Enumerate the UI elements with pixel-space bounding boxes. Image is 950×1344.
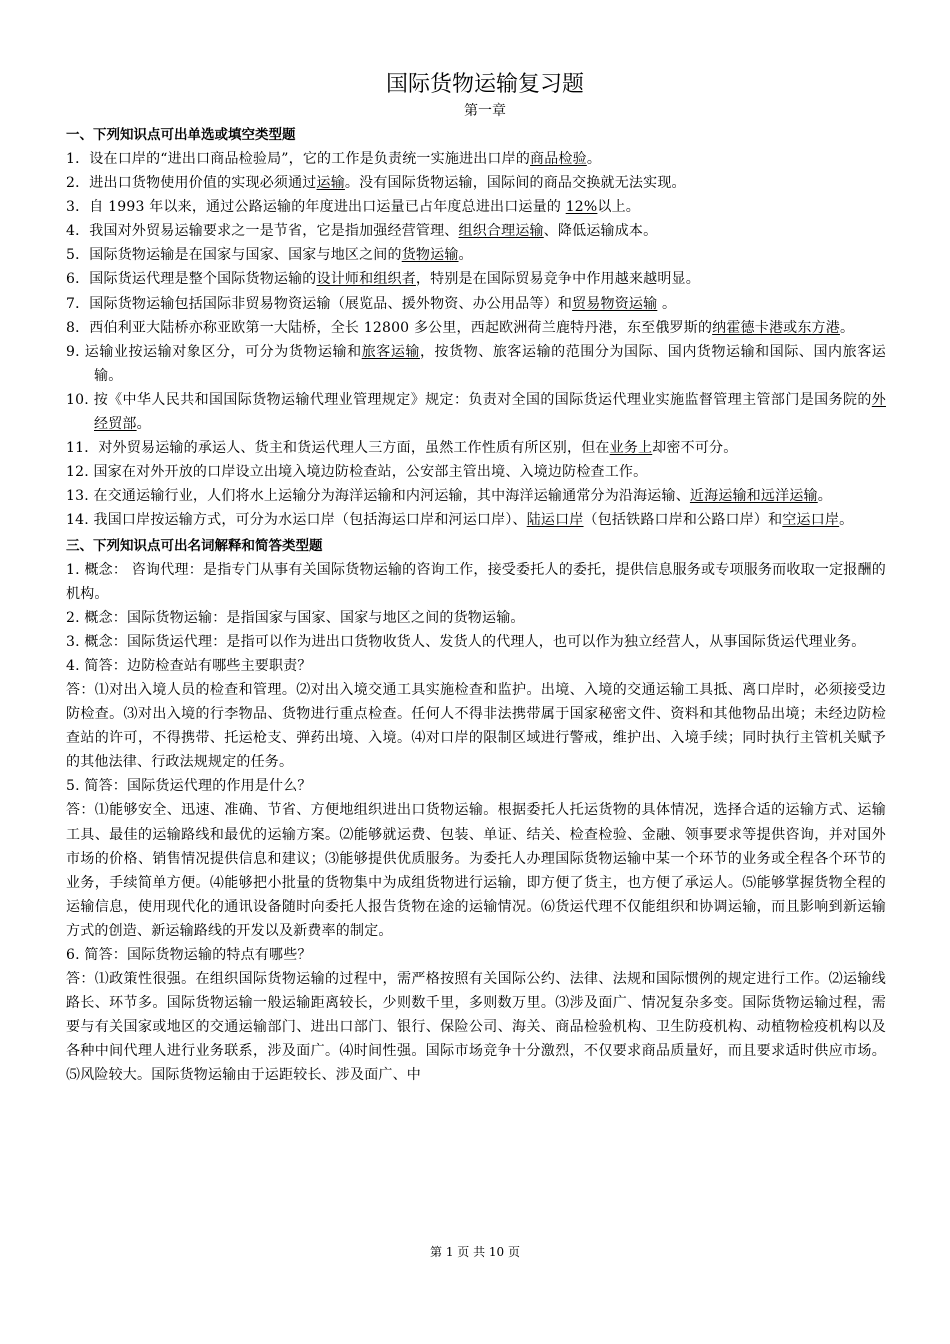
item-text: 5．国际货物运输是在国家与国家、国家与地区之间的 bbox=[66, 247, 402, 264]
item-text: （包括铁路口岸和公路口岸）和 bbox=[583, 512, 783, 529]
document-title: 国际货物运输复习题 bbox=[385, 72, 584, 97]
answer-text: 贸易物资运输 bbox=[572, 295, 658, 312]
answer-text: 纳霍德卡港或东方港 bbox=[712, 319, 840, 336]
list-item bbox=[66, 460, 886, 484]
document-page bbox=[66, 70, 886, 1088]
section3-body bbox=[66, 558, 886, 1088]
paragraph: 5. 简答：国际货运代理的作用是什么？ bbox=[66, 778, 312, 795]
list-item bbox=[66, 484, 886, 508]
list-item bbox=[66, 292, 886, 316]
answer-text: 近海运输和远洋运输 bbox=[689, 488, 818, 505]
answer-text: 商品检验 bbox=[530, 151, 587, 167]
paragraph: 答：⑴政策性很强。在组织国际货物运输的过程中，需严格按照有关国际公约、法律、法规和国际惯例的规定进行工作。⑵运输线路长、环节多。国际货物运输一般运输距离较长，少则数千里，多则数万里。⑶涉及面广、情况复杂多变。国际货物运输过程，需要与有关国家或地区的交通运输部门、进出口部门、银行、保险公司、海关、商品检验机构、卫生防疫机构、动植物检疫机构以及各种中间代理人进行业务联系，涉及面广。⑷时间性强。国际市场竞争十分激烈，不仅要求商品质量好，而且要求适时供应市场。⑸风险较大。国际货物运输由于运距较长、涉及面广、中 bbox=[66, 971, 886, 1084]
item-text: 。 bbox=[839, 512, 854, 529]
list-item bbox=[66, 508, 886, 532]
list-item bbox=[66, 243, 886, 267]
list-item bbox=[66, 340, 886, 388]
answer-text: 业务上 bbox=[609, 440, 653, 457]
section1-list bbox=[66, 147, 886, 533]
list-item bbox=[66, 147, 886, 171]
item-text: 9. 运输业按运输对象区分，可分为货物运输和 bbox=[66, 343, 362, 360]
item-text: 7．国际货物运输包括国际非贸易物资运输（展览品、援外物资、办公用品等）和 bbox=[66, 295, 573, 312]
paragraph: 3. 概念：国际货运代理：是指可以作为进出口货物收货人、发货人的代理人，也可以作为独立经营人，从事国际货运代理业务。 bbox=[66, 633, 866, 650]
answer-text: 货物运输 bbox=[401, 247, 459, 264]
answer-text: 运输 bbox=[316, 175, 345, 192]
list-item bbox=[66, 195, 886, 219]
item-text: 12. 国家在对外开放的口岸设立出境入境边防检查站，公安部主管出境、入境边防检查工作。 bbox=[66, 464, 648, 481]
list-item bbox=[66, 219, 886, 243]
item-text: 以上。 bbox=[597, 199, 641, 216]
item-text: 13. 在交通运输行业，人们将水上运输分为海洋运输和内河运输，其中海洋运输通常分为沿海运输、 bbox=[66, 488, 690, 505]
section-heading-1: 一、下列知识点可出单选或填空类型题 bbox=[66, 127, 296, 143]
answer-text: 旅客运输 bbox=[361, 343, 420, 360]
item-text: 10. 按《中华人民共和国国际货物运输代理业管理规定》规定：负责对全国的国际货运代理业实施监督管理主管部门是国务院的 bbox=[66, 391, 872, 408]
item-text: 。 bbox=[657, 295, 677, 312]
item-text: 。 bbox=[136, 416, 151, 433]
list-item bbox=[66, 388, 886, 436]
answer-text: 外经贸部 bbox=[94, 391, 886, 433]
item-text: 3．自 1993 年以来，通过公路运输的年度进出口运量已占年度总进出口运量的 bbox=[66, 199, 566, 216]
paragraph: 2. 概念：国际货物运输：是指国家与国家、国家与地区之间的货物运输。 bbox=[66, 609, 525, 626]
paragraph: 答：⑴对出入境人员的检查和管理。⑵对出入境交通工具实施检查和监护。出境、入境的交通运输工具抵、离口岸时，必须接受边防检查。⑶对出入境的行李物品、货物进行重点检查。任何人不得非法携带属于国家秘密文件、资料和其他物品出境；未经边防检查站的许可，不得携带、托运枪支、弹药出境、入境。⑷对口岸的限制区域进行警戒，维护出、入境手续；同时执行主管机关赋予的其他法律、行政法规规定的任务。 bbox=[66, 681, 886, 771]
item-text: 6．国际货运代理是整个国际货物运输的 bbox=[66, 271, 317, 288]
paragraph: 6. 简答：国际货物运输的特点有哪些？ bbox=[66, 947, 312, 963]
item-text: 8．西伯利亚大陆桥亦称亚欧第一大陆桥，全长 12800 多公里，西起欧洲荷兰鹿特丹港，东至俄罗斯的 bbox=[66, 319, 713, 336]
paragraph: 4. 简答：边防检查站有哪些主要职责？ bbox=[66, 657, 312, 674]
paragraph: 1. 概念： 咨询代理：是指专门从事有关国际货物运输的咨询工作，接受委托人的委托，提供信息服务或专项服务而收取一定报酬的机构。 bbox=[66, 561, 886, 602]
item-text: 14. 我国口岸按运输方式，可分为水运口岸（包括海运口岸和河运口岸）、 bbox=[66, 512, 527, 529]
item-text: 、降低运输成本。 bbox=[543, 223, 658, 240]
answer-text: 设计师和组织者 bbox=[316, 271, 416, 288]
item-text: ，特别是在国际贸易竞争中作用越来越明显。 bbox=[415, 271, 700, 288]
list-item bbox=[66, 267, 886, 291]
list-item bbox=[66, 316, 886, 340]
item-text: 。 bbox=[839, 319, 855, 336]
item-text: ，按货物、旅客运输的范围分为国际、国内货物运输和国际、国内旅客运输。 bbox=[94, 343, 886, 384]
item-text: 。 bbox=[458, 247, 473, 264]
item-text: 4．我国对外贸易运输要求之一是节省，它是指加强经营管理、 bbox=[66, 223, 459, 240]
item-text: 却密不可分。 bbox=[652, 440, 738, 457]
answer-text: 12% bbox=[565, 199, 598, 216]
answer-text: 空运口岸 bbox=[782, 512, 840, 529]
answer-text: 组织合理运输 bbox=[458, 223, 544, 240]
answer-text: 陆运口岸 bbox=[526, 512, 584, 529]
page-footer: 第 1 页 共 10 页 bbox=[430, 1245, 520, 1259]
item-text: 。没有国际货物运输，国际间的商品交换就无法实现。 bbox=[344, 175, 686, 192]
item-text: 11．对外贸易运输的承运人、货主和货运代理人三方面，虽然工作性质有所区别，但在 bbox=[66, 440, 610, 457]
paragraph: 答：⑴能够安全、迅速、准确、节省、方便地组织进出口货物运输。根据委托人托运货物的具体情况，选择合适的运输方式、运输工具、最佳的运输路线和最优的运输方案。⑵能够就运费、包装、单证、结关、检查检验、金融、领事要求等提供咨询，并对国外市场的价格、销售情况提供信息和建议；⑶能够提供优质服务。为委托人办理国际货物运输中某一个环节的业务或全程各个环节的业务，手续简单方便。⑷能够把小批量的货物集中为成组货物进行运输，即方便了货主，也方便了承运人。⑸能够掌握货物全程的运输信息，使用现代化的通讯设备随时向委托人报告货物在途的运输情况。⑹货运代理不仅能组织和协调运输，而且影响到新运输方式的创造、新运输路线的开发以及新费率的制定。 bbox=[66, 802, 886, 939]
section-heading-3: 三、下列知识点可出名词解释和简答类型题 bbox=[66, 537, 323, 554]
item-text: 。 bbox=[817, 488, 832, 505]
item-text: 。 bbox=[586, 151, 602, 167]
item-text: 1．设在口岸的“进出口商品检验局”，它的工作是负责统一实施进出口岸的 bbox=[66, 151, 531, 167]
item-text: 2．进出口货物使用价值的实现必须通过 bbox=[66, 175, 317, 192]
list-item bbox=[66, 436, 886, 460]
list-item bbox=[66, 171, 886, 195]
chapter-label: 第一章 bbox=[464, 103, 506, 119]
